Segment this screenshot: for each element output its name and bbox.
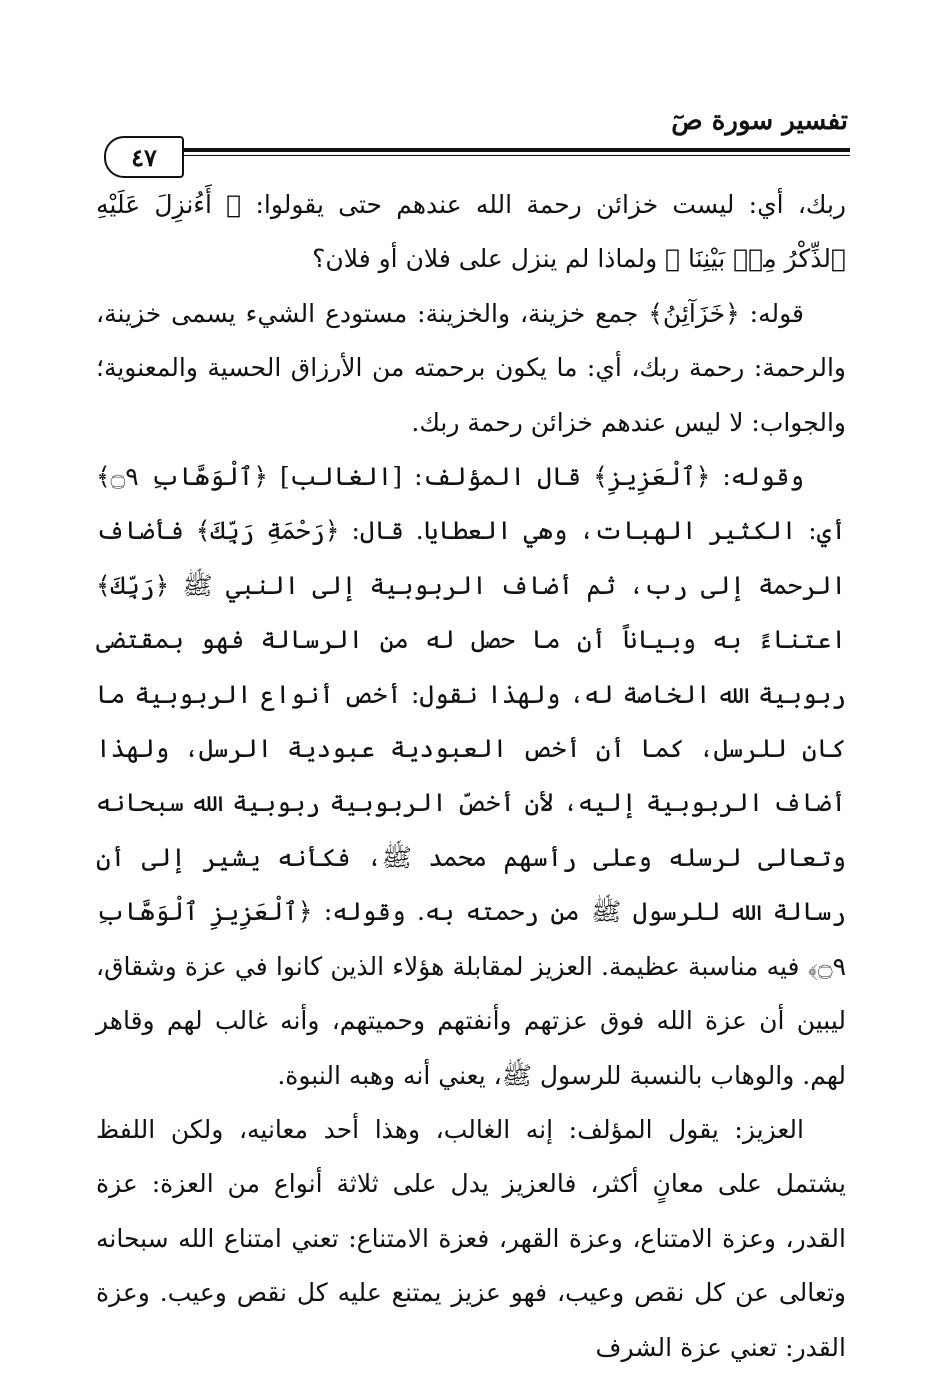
paragraph-4: العزيز: يقول المؤلف: إنه الغالب، وهذا أحد معانيه، ولكن اللفظ يشتمل على معانٍ أكثر، فالعزيز يدل على ثلاثة أنواع من العزة: عزة القدر، وعزة الامتناع، وعزة القهر، فعزة الامتناع: تعني امتناع الله سبحانه وتعالى عن كل نقص وعيب، فهو عزيز يمتنع عليه كل نقص وعيب. وعزة القدر: تعني عزة الشرف xyxy=(96,1114,846,1362)
header-rule-thin xyxy=(176,155,850,156)
paragraph-3: وقوله: ﴿ٱلْعَزِيزِ﴾ قال المؤلف: [الغالب] ﴿ٱلْوَهَّابِ ۝٩﴾ أي: الكثير الهبات، وهي العطايا. قال: ﴿رَحْمَةِ رَبِّكَ﴾ فأضاف الرحمة إلى رب، ثم أضاف الربوبية إلى النبي ﷺ ﴿رَبِّكَ﴾ اعتناءً به وبياناً أن ما حصل له من الرسالة فهو بمقتضى ربوبية الله الخاصة له، ولهذا نقول: أخص أنواع الربوبية ما كان للرسل، كما أن أخص العبودية عبودية الرسل، ولهذا أضاف الربوبية إليه، لأن أخصّ الربوبية ربوبية الله سبحانه وتعالى لرسله وعلى رأسهم محمد ﷺ، فكأنه يشير إلى أن رسالة الله للرسول ﷺ من رحمته به. وقوله: ﴿ٱلْعَزِيزِ ٱلْوَهَّابِ ۝٩﴾ فيه مناسبة عظيمة. العزيز لمقابلة هؤلاء الذين كانوا في عزة وشقاق، ليبين أن عزة الله فوق عزتهم وأنفتهم وحميتهم، وأنه غالب لهم وقاهر لهم. والوهاب بالنسبة للرسول ﷺ، يعني أنه وهبه النبوة. xyxy=(96,462,846,1090)
header-rule xyxy=(176,148,850,152)
paragraph-2: قوله: ﴿خَزَآئِنُ﴾ جمع خزينة، والخزينة: مستودع الشيء يسمى خزينة، والرحمة: رحمة ربك، أي: ما يكون برحمته من الأرزاق الحسية والمعنوية؛ والجواب: لا ليس عندهم خزائن رحمة ربك. xyxy=(96,298,846,437)
page-number: ٤٧ xyxy=(104,136,184,178)
running-header-title: تفسير سورة صٓ xyxy=(671,106,848,136)
paragraph-1: ربك، أي: ليست خزائن رحمة الله عندهم حتى يقولوا: ﴿ أَءُنزِلَ عَلَيْهِ ٱلذِّكْرُ مِنۢ بَيْنِنَا ﴾ ولماذا لم ينزل على فلان أو فلان؟ xyxy=(96,190,846,274)
body-text xyxy=(96,178,846,1375)
